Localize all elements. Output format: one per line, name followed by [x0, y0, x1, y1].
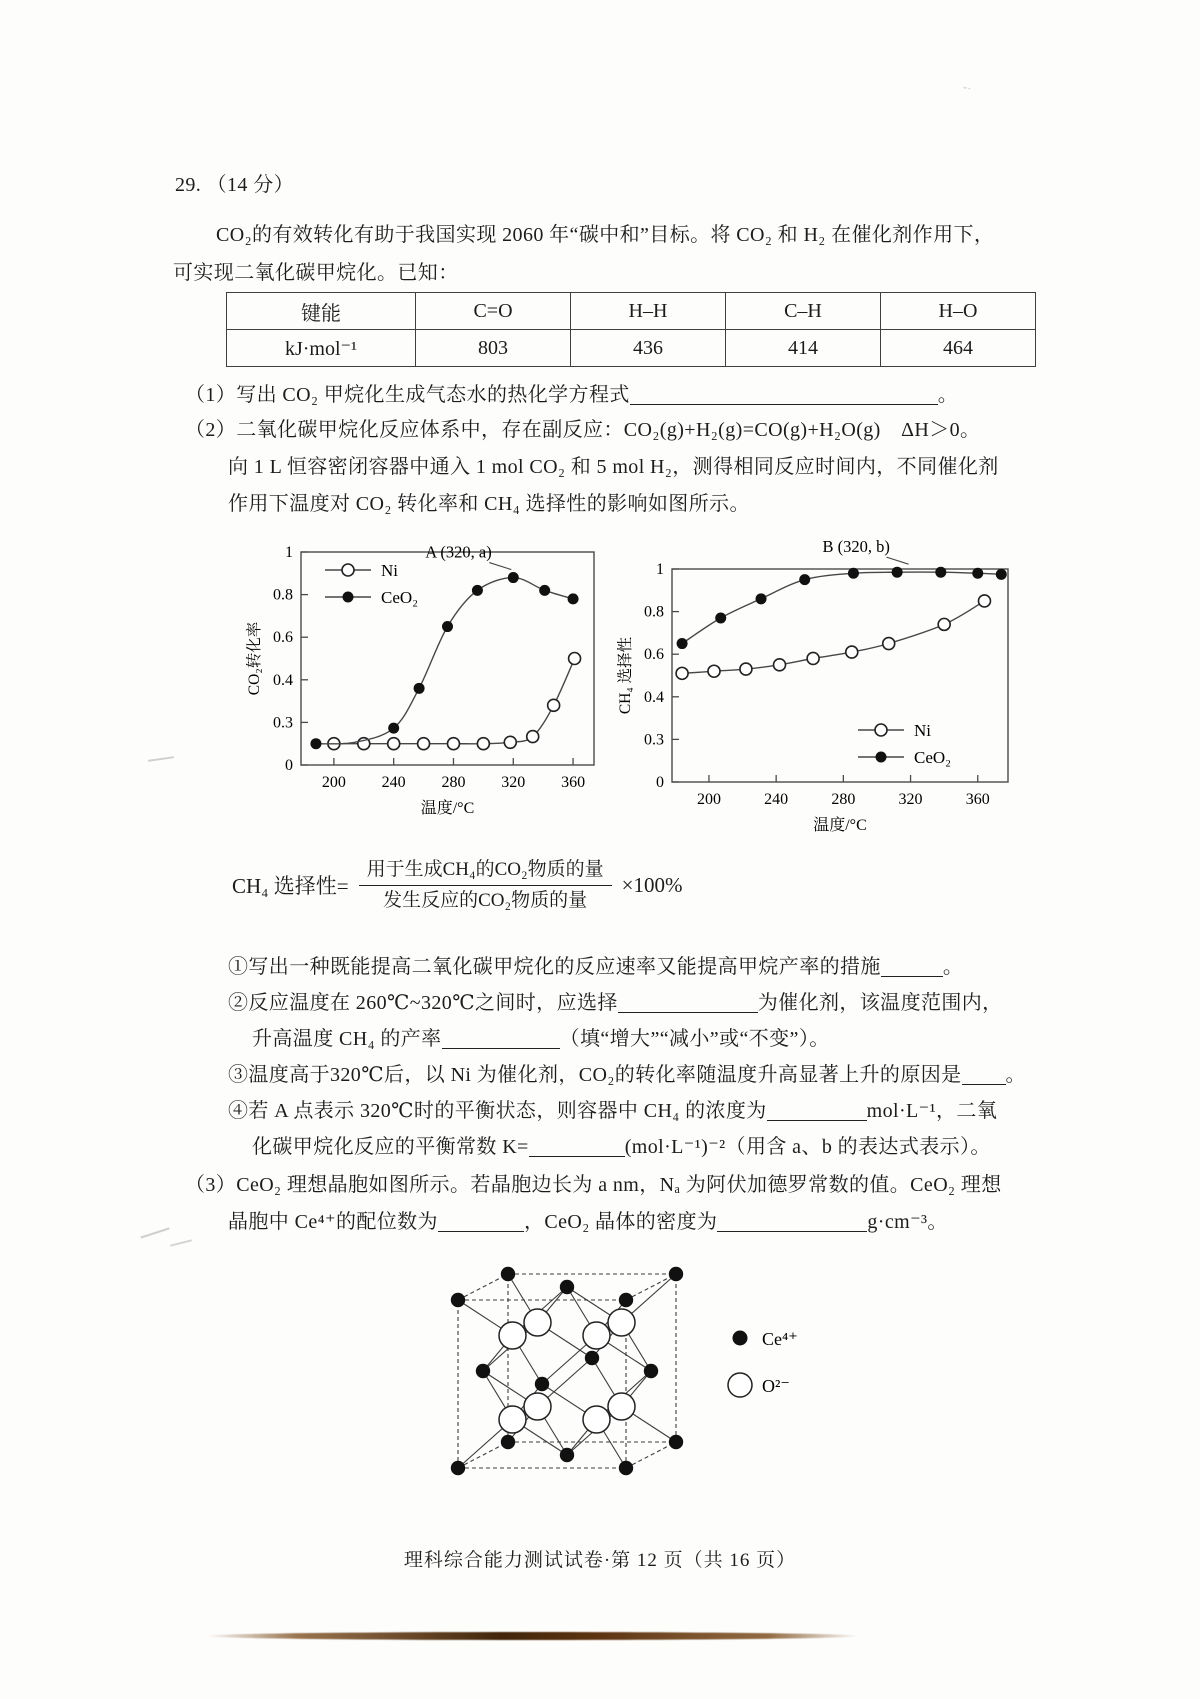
- svg-text:1: 1: [656, 561, 664, 578]
- intro-line-1: CO₂的有效转化有助于我国实现 2060 年“碳中和”目标。将 CO₂ 和 H₂ 在催化剂作用下，: [216, 224, 995, 246]
- svg-text:280: 280: [831, 791, 856, 808]
- svg-text:0.4: 0.4: [644, 688, 664, 706]
- sub-question-3-text: ③温度高于320℃后，以 Ni 为催化剂，CO₂的转化率随温度升高显著上升的原因是: [228, 1064, 962, 1086]
- sub-question-4-tail: mol·L⁻¹，二氧: [866, 1100, 998, 1122]
- scan-shadow-streak: [205, 1632, 860, 1640]
- sub-question-2-line-2: [252, 1022, 830, 1051]
- answer-blank: [881, 956, 943, 977]
- o-ion-icon: [728, 1373, 752, 1397]
- question-2-line-3: 作用下温度对 CO₂ 转化率和 CH₄ 选择性的影响如图所示。: [228, 493, 750, 515]
- answer-blank: [438, 1211, 524, 1232]
- header-cell: C–H: [726, 293, 881, 330]
- o-ion-label: O²⁻: [762, 1376, 790, 1396]
- answer-blank: [442, 1028, 560, 1049]
- svg-text:320: 320: [501, 774, 526, 791]
- header-cell: H–H: [571, 293, 726, 330]
- svg-text:Ni: Ni: [381, 561, 398, 580]
- crystal-legend: [728, 1329, 798, 1397]
- value-cell: 436: [571, 330, 726, 367]
- question-1: [185, 378, 958, 407]
- question-3-text: 晶胞中 Ce⁴⁺的配位数为: [228, 1211, 438, 1233]
- question-2-line-1: （2）二氧化碳甲烷化反应体系中，存在副反应：CO₂(g)+H₂(g)=CO(g)+H₂O(g) ΔH＞0。: [185, 419, 981, 441]
- value-cell: 803: [416, 330, 571, 367]
- ceo2-unit-cell-figure: [418, 1252, 888, 1552]
- svg-text:B (320, b): B (320, b): [822, 537, 890, 557]
- scan-smudge: [148, 756, 174, 762]
- ce-ion-label: Ce⁴⁺: [762, 1329, 798, 1349]
- table-value-row: [227, 330, 1036, 367]
- sub-question-4-line-2: [252, 1130, 991, 1159]
- svg-text:CeO₂: CeO₂: [914, 748, 952, 767]
- fraction-numerator: 用于生成CH₄的CO₂物质的量: [359, 858, 612, 886]
- fraction-denominator: 发生反应的CO₂物质的量: [383, 889, 588, 911]
- period: 。: [1005, 1064, 1026, 1086]
- answer-blank: [717, 1211, 867, 1232]
- value-cell: 414: [726, 330, 881, 367]
- formula-rhs: ×100%: [621, 872, 683, 897]
- svg-text:0.4: 0.4: [273, 671, 293, 689]
- bond-energy-table: [226, 292, 1036, 367]
- value-cell: 464: [881, 330, 1036, 367]
- formula-lhs: CH₄ 选择性=: [232, 874, 349, 899]
- svg-text:0.3: 0.3: [644, 731, 664, 749]
- svg-text:360: 360: [561, 774, 586, 791]
- value-cell: kJ·mol⁻¹: [227, 330, 416, 367]
- period: 。: [942, 956, 964, 978]
- svg-text:0: 0: [285, 757, 293, 774]
- svg-text:CH₄ 选择性: CH₄ 选择性: [617, 636, 634, 715]
- header-cell: C=O: [416, 293, 571, 330]
- question-3-line-1: （3）CeO₂ 理想晶胞如图所示。若晶胞边长为 a nm，Nₐ 为阿伏加德罗常数的值。CeO₂ 理想: [185, 1174, 1002, 1196]
- sub-question-4-text: ④若 A 点表示 320℃时的平衡状态，则容器中 CH₄ 的浓度为: [228, 1100, 767, 1122]
- sub-question-2-text: ②反应温度在 260℃~320℃之间时，应选择: [228, 992, 618, 1014]
- svg-text:240: 240: [381, 774, 406, 791]
- sub-question-4: [228, 1094, 997, 1123]
- answer-blank: [767, 1100, 867, 1121]
- question-1-text: （1）写出 CO₂ 甲烷化生成气态水的热化学方程式: [185, 384, 630, 406]
- svg-text:温度/°C: 温度/°C: [420, 800, 475, 817]
- header-cell: H–O: [881, 293, 1036, 330]
- answer-blank: [618, 992, 758, 1013]
- formula-fraction: [359, 858, 612, 913]
- question-number: 29.: [175, 174, 202, 196]
- sub-question-4b-tail: (mol·L⁻¹)⁻²（用含 a、b 的表达式表示）。: [624, 1136, 991, 1158]
- question-2-line-2: 向 1 L 恒容密闭容器中通入 1 mol CO₂ 和 5 mol H₂，测得相同反应时间内，不同催化剂: [228, 456, 999, 478]
- question-3-tail: g·cm⁻³。: [867, 1211, 948, 1233]
- ch4-selectivity-chart: [614, 537, 1022, 842]
- sub-question-2b-text: 升高温度 CH₄ 的产率: [252, 1028, 442, 1050]
- svg-text:360: 360: [965, 791, 990, 808]
- question-points: （14 分）: [206, 174, 295, 196]
- question-3-line-2: [228, 1205, 948, 1234]
- period: 。: [937, 384, 959, 406]
- scan-smudge: [170, 1239, 192, 1246]
- answer-blank: [529, 1136, 625, 1157]
- selectivity-formula: [232, 858, 682, 913]
- answer-blank: [962, 1064, 1006, 1085]
- svg-text:200: 200: [696, 791, 721, 808]
- unit-cell-drawing: [451, 1267, 683, 1475]
- header-cell: 键能: [227, 293, 416, 330]
- svg-text:A (320, a): A (320, a): [425, 542, 492, 562]
- sub-question-4b-text: 化碳甲烷化反应的平衡常数 K=: [252, 1136, 529, 1158]
- svg-text:0.6: 0.6: [273, 629, 293, 647]
- svg-text:CO₂转化率: CO₂转化率: [246, 621, 263, 696]
- svg-text:1: 1: [285, 544, 293, 561]
- svg-text:0: 0: [656, 774, 664, 791]
- svg-text:温度/°C: 温度/°C: [813, 817, 867, 834]
- svg-text:0.8: 0.8: [273, 586, 293, 604]
- sub-question-2: [228, 986, 1003, 1015]
- svg-text:240: 240: [764, 791, 789, 808]
- sub-question-3: [228, 1058, 1026, 1087]
- svg-text:CeO₂: CeO₂: [381, 588, 419, 607]
- sub-question-2b-tail: （填“增大”“减小”或“不变”）。: [559, 1028, 830, 1050]
- ce-ion-icon: [733, 1331, 748, 1346]
- scan-smudge: [140, 1227, 169, 1238]
- svg-text:0.3: 0.3: [273, 714, 293, 732]
- question-3-mid: ，CeO₂ 晶体的密度为: [523, 1211, 718, 1233]
- svg-text:200: 200: [321, 774, 346, 791]
- question-header: [175, 168, 294, 197]
- svg-text:0.6: 0.6: [644, 646, 664, 664]
- sub-question-1: [228, 950, 963, 979]
- page-footer: 理科综合能力测试试卷·第 12 页（共 16 页）: [403, 1550, 797, 1571]
- sub-question-1-text: ①写出一种既能提高二氧化碳甲烷化的反应速率又能提高甲烷产率的措施: [228, 956, 881, 978]
- intro-line-2: 可实现二氧化碳甲烷化。已知：: [173, 262, 459, 284]
- svg-text:280: 280: [441, 774, 466, 791]
- scan-mark: ˘˙: [960, 83, 973, 100]
- svg-text:Ni: Ni: [914, 721, 931, 740]
- svg-text:0.8: 0.8: [644, 603, 664, 621]
- table-header-row: [227, 293, 1036, 330]
- svg-text:320: 320: [898, 791, 923, 808]
- sub-question-2-tail: 为催化剂，该温度范围内，: [757, 992, 1003, 1014]
- answer-blank: [630, 384, 938, 405]
- co2-conversion-chart: [243, 520, 608, 825]
